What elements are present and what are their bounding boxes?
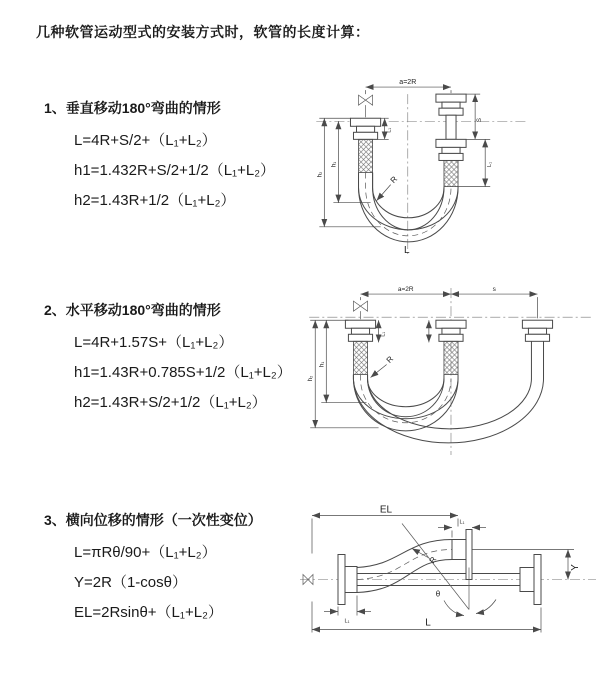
valve-icon [359,95,373,117]
radius-label: R [384,354,396,365]
formula-length: L=4R+1.57S+（L₁+L₂） [74,334,234,351]
dim-l1-label: L₁ [386,127,393,133]
dim-el [312,505,458,554]
dim-l1-label: L₁ [487,162,494,167]
section-3-heading: 3、横向位移的情形（一次性变位） [44,512,262,528]
formula-length: L=πRθ/90+（L₁+L₂） [74,544,217,561]
length-label: L [403,244,410,256]
dim-h1-label: h₁ [331,161,338,168]
dim-h1-label: h₁ [319,361,326,368]
section-1-heading: 1、垂直移动180°弯曲的情形 [44,100,221,116]
section-horizontal-bend [44,300,292,418]
dim-width-2r [360,286,537,318]
section-vertical-bend [44,98,275,216]
diagram-horizontal-bend [306,282,598,461]
hose-u-bend [353,375,458,431]
formula-h1: h1=1.432R+S/2+1/2（L₁+L₂） [74,162,276,179]
dim-l1-left [324,596,371,625]
braided-hose-end [444,341,458,374]
diagram-vertical-bend [308,74,590,260]
section-lateral-displacement [44,510,262,628]
dim-width-2r [366,79,451,94]
diagram-lateral-displacement [298,501,600,652]
formula-h2: h2=1.43R+S/2+1/2（L₁+L₂） [74,394,267,411]
braided-hose-end [444,160,458,186]
radius-label: R [427,555,439,566]
valve-icon [353,301,367,319]
dim-h2-label: h₂ [317,171,324,178]
left-flange [345,320,375,374]
formula-h1: h1=1.43R+0.785S+1/2（L₁+L₂） [74,364,292,381]
dim-s [466,94,490,139]
dim-width-label: a=2R [397,286,414,294]
dim-l1-label: L₁ [380,331,387,337]
formula-length: L=4R+S/2+（L₁+L₂） [74,132,217,149]
right-flange [522,320,552,341]
dim-l1 [379,320,387,342]
dim-l1-label: L₁ [344,618,350,625]
dim-l1-top [438,520,486,538]
dim-width-label: a=2R [399,79,417,87]
dim-s-label: S [476,118,484,123]
formula-el: EL=2Rsinθ+（L₁+L₂） [74,604,223,621]
hose-s-curve [357,540,452,593]
middle-flange [436,320,466,374]
right-flange-stack [436,94,466,186]
radius-label: R [388,174,400,186]
radius-callout [371,354,396,377]
left-flange [338,555,357,605]
dim-el-label: EL [379,504,393,516]
dim-length-label: L [425,617,431,629]
dim-length [312,602,541,633]
page-title: 几种软管运动型式的安装方式时，软管的长度计算： [36,24,370,40]
right-flange [520,555,541,605]
dim-h2-label: h₂ [308,375,315,382]
braided-hose-end [353,341,367,374]
dim-l1-label: L₁ [459,519,465,526]
hose-u-bend [359,173,459,242]
radius-callout [377,174,400,200]
left-flange [350,118,380,172]
dim-y-label: Y [570,564,581,571]
dim-shift-label: s [492,286,496,294]
formula-y: Y=2R（1-cosθ） [74,574,187,591]
formula-h2: h2=1.43R+1/2（L₁+L₂） [74,192,236,209]
braided-hose-end [359,139,373,172]
angle-callout [436,590,496,616]
angle-label: θ [435,589,441,599]
section-2-heading: 2、水平移动180°弯曲的情形 [44,302,221,318]
